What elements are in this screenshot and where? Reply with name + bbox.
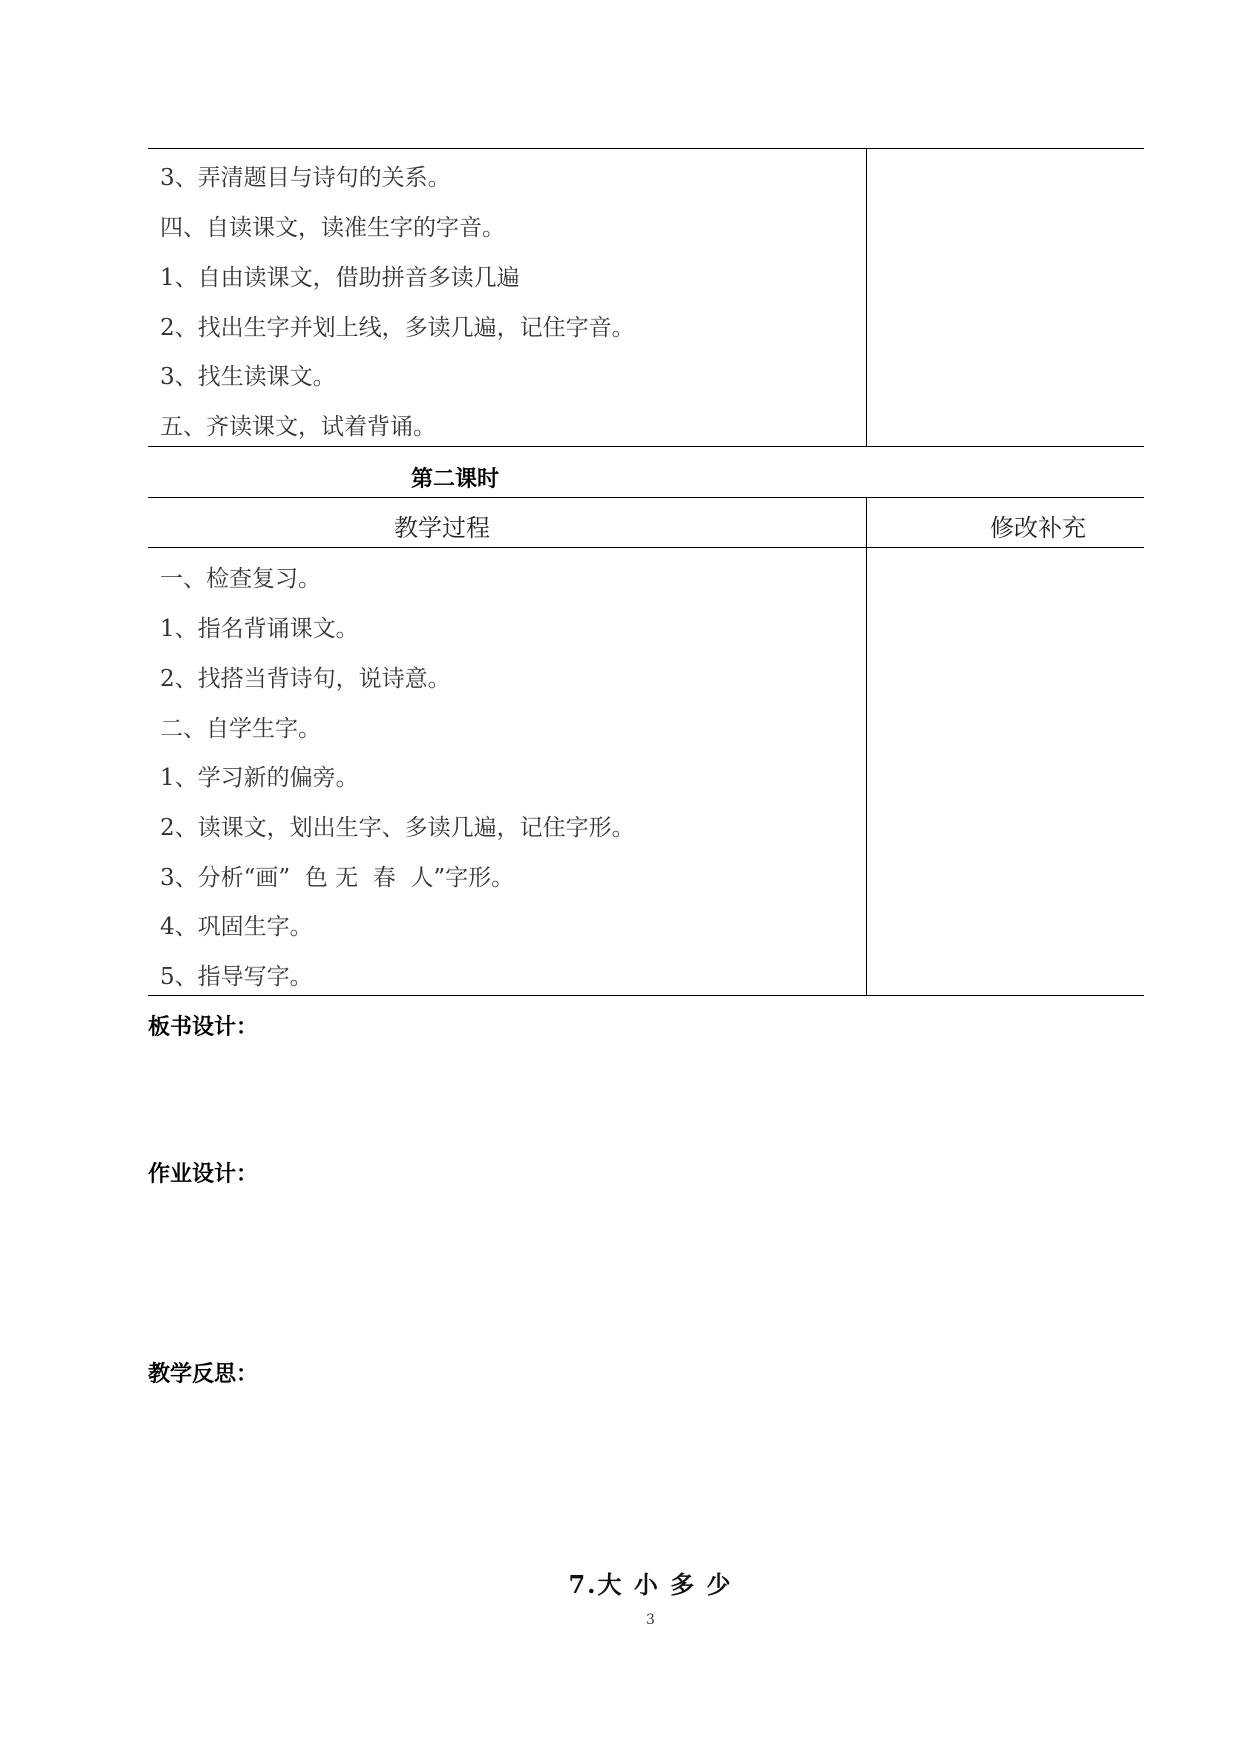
process-line: 4、巩固生字。 [160, 914, 313, 940]
process-line: 一、检查复习。 [160, 566, 321, 592]
process-line: 1、指名背诵课文。 [160, 616, 359, 642]
process-line: 2、找出生字并划上线，多读几遍，记住字音。 [160, 315, 635, 341]
process-line: 四、自读课文，读准生字的字音。 [160, 215, 505, 241]
process-line: 3、找生读课文。 [160, 364, 336, 390]
process-line: 1、学习新的偏旁。 [160, 765, 359, 791]
next-lesson-title: 7.大 小 多 少 [568, 1570, 733, 1599]
process-line: 2、找搭当背诗句，说诗意。 [160, 666, 451, 692]
column-header-notes: 修改补充 [990, 514, 1086, 542]
process-line: 3、弄清题目与诗句的关系。 [160, 165, 451, 191]
table-column-divider [866, 148, 867, 447]
process-line: 5、指导写字。 [160, 964, 313, 990]
process-line: 五、齐读课文，试着背诵。 [160, 414, 436, 440]
table-bottom-border [148, 446, 1144, 447]
session-table-bottom-border [148, 995, 1144, 996]
session-table-top-border [148, 497, 1144, 498]
page-number: 3 [646, 1612, 655, 1628]
column-header-process: 教学过程 [394, 514, 490, 542]
process-line: 二、自学生字。 [160, 716, 321, 742]
session-column-divider [866, 497, 867, 996]
process-line: 3、分析“画” 色 无 春 人”字形。 [160, 865, 515, 891]
process-line: 1、自由读课文，借助拼音多读几遍 [160, 265, 520, 291]
session-title: 第二课时 [411, 467, 500, 492]
table-top-border [148, 148, 1144, 149]
process-line: 2、读课文，划出生字、多读几遍，记住字形。 [160, 815, 635, 841]
homework-design-label: 作业设计： [148, 1162, 259, 1187]
session-header-divider [148, 547, 1144, 548]
reflection-label: 教学反思： [148, 1362, 259, 1387]
board-design-label: 板书设计： [148, 1015, 259, 1040]
